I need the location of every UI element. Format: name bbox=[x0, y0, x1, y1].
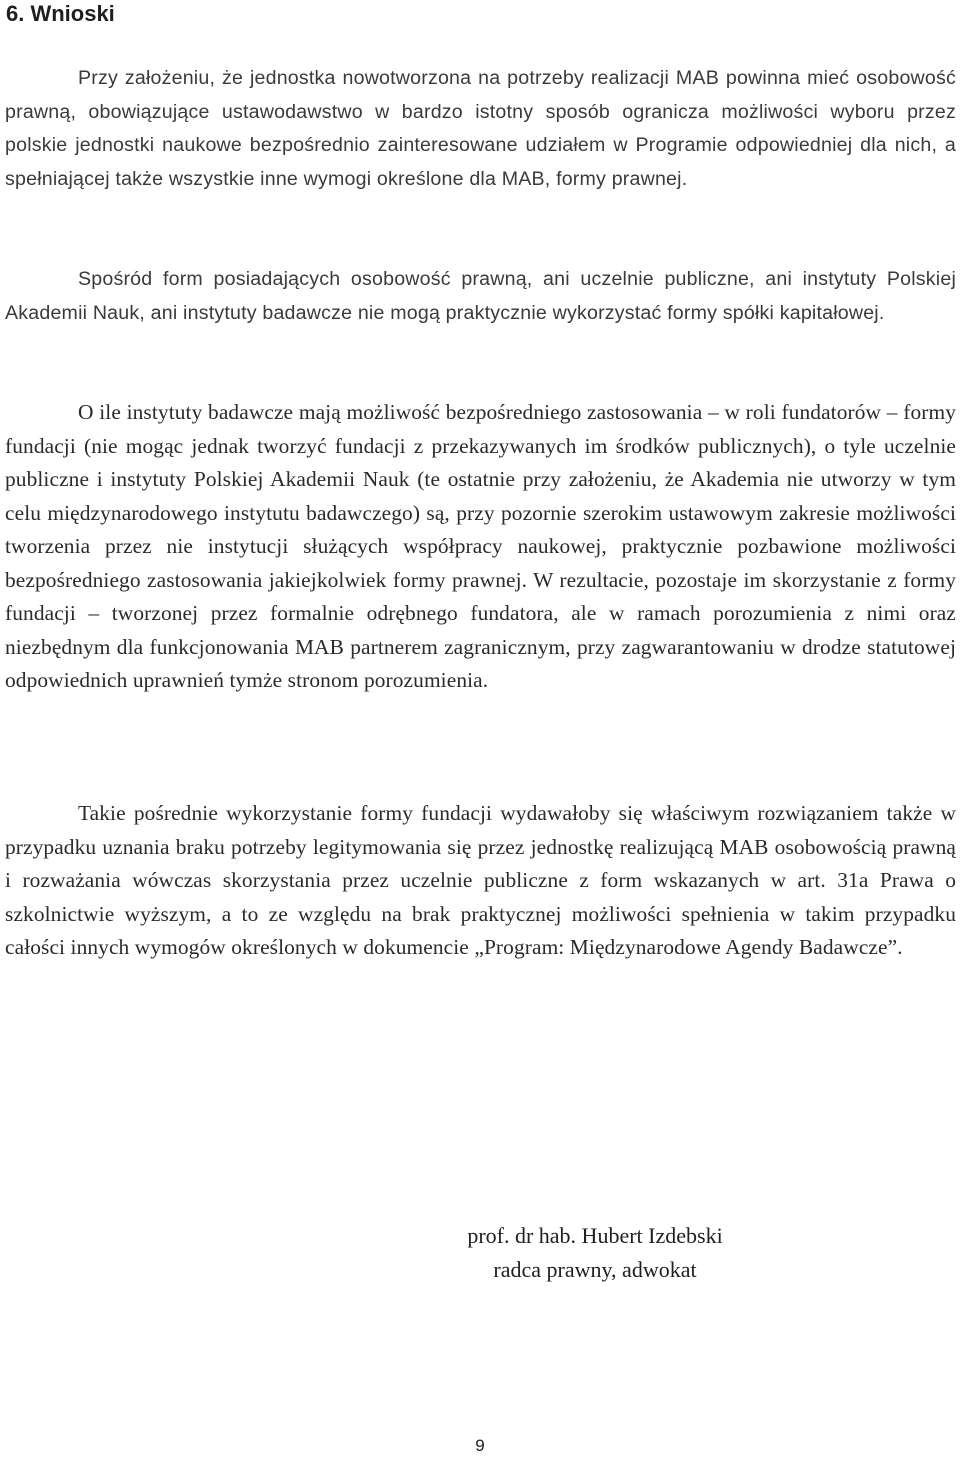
signature-name: prof. dr hab. Hubert Izdebski bbox=[467, 1223, 723, 1248]
paragraph-1: Przy założeniu, że jednostka nowotworzona na potrzeby realizacji MAB powinna mieć osobowość prawną, obowiązujące ustawodawstwo w bardzo istotny sposób ogranicza możliwości wyboru przez polskie jednostki naukowe bezpośrednio zainteresowane udziałem w Programie odpowiedniej dla nich, a spełniającej także wszystkie inne wymogi określone dla MAB, formy prawnej. bbox=[5, 67, 956, 190]
signature-title: radca prawny, adwokat bbox=[493, 1257, 697, 1282]
paragraph-4: Takie pośrednie wykorzystanie formy fundacji wydawałoby się właściwym rozwiązaniem także w przypadku uznania braku potrzeby legitymowania się przez jednostkę realizującą MAB osobowością prawną i rozważania wówczas skorzystania przez uczelnie publiczne z form wskazanych w art. 31a Prawa o szkolnictwie wyższym, a to ze względu na brak praktycznej możliwości spełnienia w takim przypadku całości innych wymogów określonych w dokumencie „Program: Międzynarodowe Agendy Badawcze”. bbox=[5, 801, 956, 959]
signature-block bbox=[420, 1219, 770, 1287]
page-number: 9 bbox=[475, 1436, 485, 1455]
section-heading: 6. Wnioski bbox=[6, 1, 115, 26]
paragraph-3: O ile instytuty badawcze mają możliwość bezpośredniego zastosowania – w roli fundatorów – formy fundacji (nie mogąc jednak tworzyć fundacji z przekazywanych im środków publicznych), o tyle uczelnie publiczne i instytuty Polskiej Akademii Nauk (te ostatnie przy założeniu, że Akademia nie utworzy w tym celu międzynarodowego instytutu badawczego) są, przy pozornie szerokim ustawowym zakresie możliwości tworzenia przez nie instytucji służących współpracy naukowej, praktycznie pozbawione możliwości bezpośredniego zastosowania jakiejkolwiek formy prawnej. W rezultacie, pozostaje im skorzystanie z formy fundacji – tworzonej przez formalnie odrębnego fundatora, ale w ramach porozumienia z nimi oraz niezbędnym dla funkcjonowania MAB partnerem zagranicznym, przy zagwarantowaniu w drodze statutowej odpowiednich uprawnień tymże stronom porozumienia. bbox=[5, 400, 956, 692]
paragraph-2: Spośród form posiadających osobowość prawną, ani uczelnie publiczne, ani instytuty Polskiej Akademii Nauk, ani instytuty badawcze nie mogą praktycznie wykorzystać formy spółki kapitałowej. bbox=[5, 268, 956, 324]
